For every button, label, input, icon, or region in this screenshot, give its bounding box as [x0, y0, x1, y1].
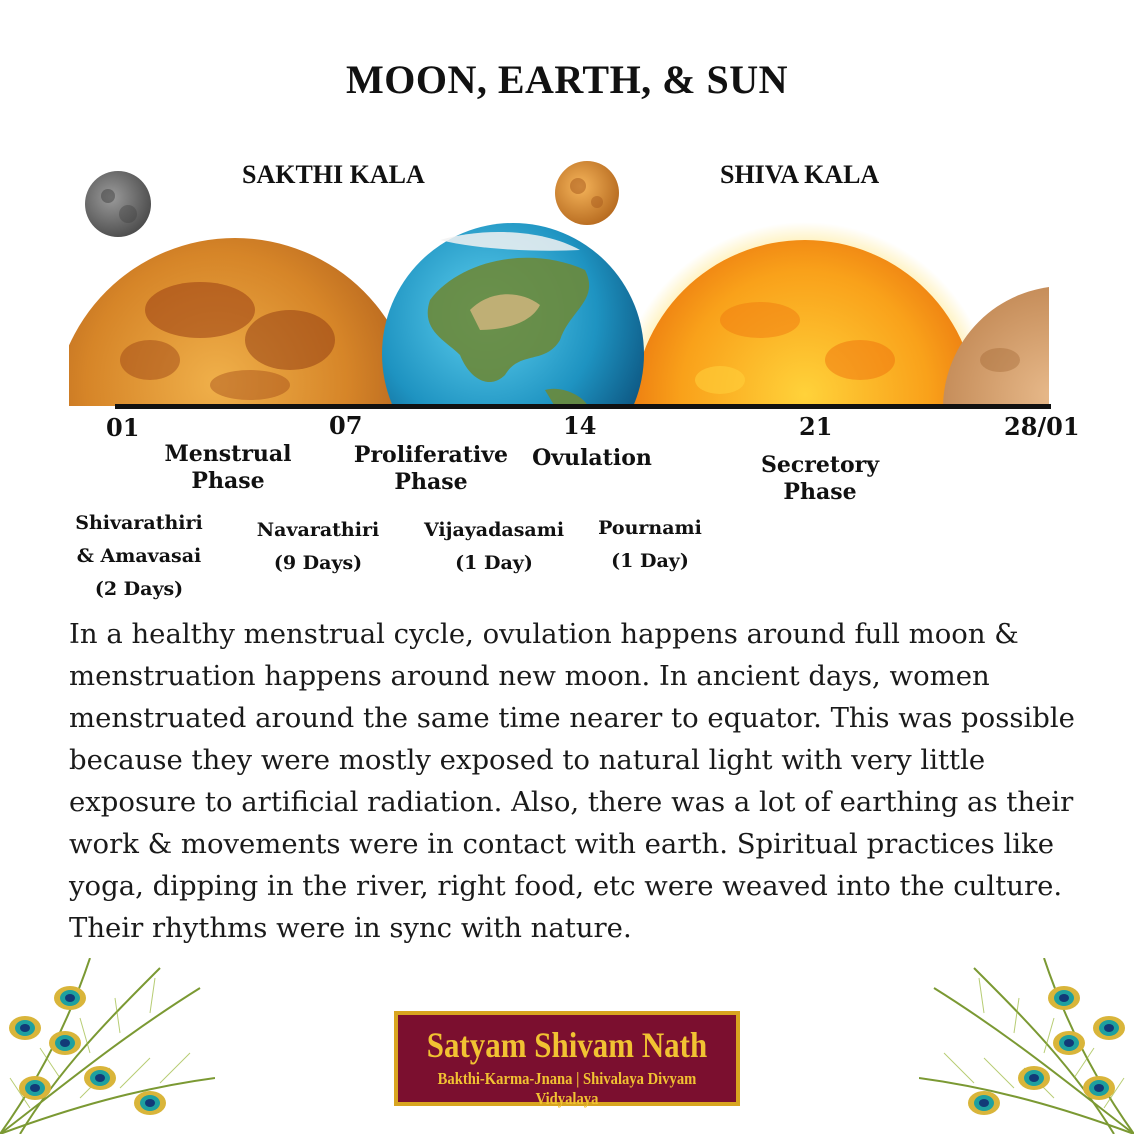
new-moon-icon: [85, 171, 151, 237]
ovulation-label: Ovulation: [532, 445, 652, 471]
brand-logo: [394, 1011, 740, 1106]
navarathiri-label: Navarathiri (9 Days): [256, 519, 380, 574]
vijayadasami-label: Vijayadasami (1 Day): [423, 519, 565, 574]
full-moon-icon: [555, 161, 619, 225]
day-label: 14: [563, 411, 597, 440]
menstrual-phase-label: Menstrual Phase: [164, 441, 292, 494]
sakthi-kala-label: SAKTHI KALA: [242, 160, 425, 189]
shiva-kala-label: SHIVA KALA: [720, 160, 880, 189]
moon-icon: [53, 238, 417, 430]
page-title: MOON, EARTH, & SUN: [345, 57, 789, 102]
celestial-scene: [0, 140, 1134, 430]
timeline-axis: [115, 404, 1051, 409]
sun-icon: [615, 222, 995, 430]
day-label: 01: [106, 413, 140, 442]
peacock-feather-icon: [919, 958, 1134, 1134]
earth-icon: [382, 223, 644, 430]
description-paragraph: In a healthy menstrual cycle, ovulation happens around full moon & menstruation happens around new moon. In ancient days, women menstruated around the same time nearer to equator. This was possible because they were mostly exposed to natural light with very little exposure to artificial radiation. Also, there was a lot of earthing as their work & movements were in contact with earth. Spiritual practices like yoga, dipping in the river, right food, etc were weaved into the culture. Their rhythms were in sync with nature.: [69, 618, 1075, 944]
logo-name: Satyam Shivam Nath: [426, 1025, 708, 1065]
day-label: 07: [329, 411, 363, 440]
shivarathiri-label: Shivarathiri & Amavasai (2 Days): [75, 512, 203, 600]
secretory-phase-label: Secretory Phase: [760, 452, 880, 505]
logo-tagline: Bakthi-Karma-Jnana | Shivalaya Divyam Vidyalaya: [437, 1069, 697, 1108]
peacock-feather-icon: [0, 958, 215, 1134]
day-label: 28/01: [1004, 412, 1080, 441]
day-label: 21: [799, 412, 833, 441]
pournami-label: Pournami (1 Day): [598, 517, 702, 572]
proliferative-phase-label: Proliferative Phase: [353, 442, 509, 495]
